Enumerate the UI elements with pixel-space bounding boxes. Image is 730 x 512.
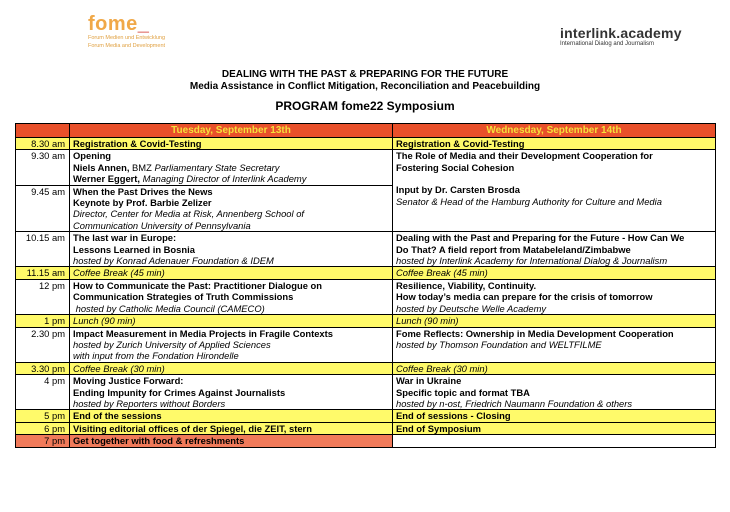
session-title: How today’s media can prepare for the crisis of tomorrow <box>396 291 653 303</box>
speaker-line: Input by Dr. Carsten Brosda <box>396 184 520 196</box>
session-cell <box>70 279 393 314</box>
speaker-role: Director, Center for Media at Risk, Annenberg School of <box>73 208 305 220</box>
document-subtitle: Media Assistance in Conflict Mitigation, Reconciliation and Peacebuilding <box>189 81 541 92</box>
session-title: Impact Measurement in Media Projects in Fragile Contexts <box>73 327 333 339</box>
session-title: Moving Justice Forward: <box>73 375 184 387</box>
time-cell: 1 pm <box>16 315 70 327</box>
session-host: hosted by Interlink Academy for International Dialog & Journalism <box>396 255 668 267</box>
session-cell <box>70 435 393 447</box>
speaker-org: BMZ <box>129 161 155 173</box>
session-cell <box>393 375 716 410</box>
time-cell: 2.30 pm <box>16 327 70 362</box>
session-title: Opening <box>73 150 112 162</box>
session-host: hosted by n-ost, Friedrich Naumann Foundation & others <box>396 397 633 409</box>
speaker-role: Parliamentary State Secretary <box>154 161 280 173</box>
table-row <box>16 267 716 279</box>
table-row <box>16 138 716 150</box>
session-title: Communication Strategies of Truth Commissions <box>73 291 294 303</box>
fome-logo-dash: _ <box>137 13 150 35</box>
session-host: hosted by Reporters without Borders <box>73 397 226 409</box>
fome-logo-sub-en: Forum Media and Development <box>88 42 166 49</box>
session-title: The Role of Media and their Development Cooperation for <box>396 150 653 162</box>
speaker-role: Managing Director of Interlink Academy <box>140 173 307 185</box>
session-title: Fostering Social Cohesion <box>396 161 515 173</box>
break-label: Lunch (90 min) <box>396 315 459 327</box>
session-host: hosted by Thomson Foundation and WELTFILME <box>396 338 602 350</box>
session-cell <box>70 185 393 232</box>
session-cell <box>70 375 393 410</box>
session-host: hosted by Deutsche Welle Academy <box>396 302 547 314</box>
empty-cell <box>393 435 716 447</box>
break-label: Lunch (90 min) <box>73 315 136 327</box>
session-title: When the Past Drives the News <box>73 185 213 197</box>
session-cell <box>393 362 716 374</box>
time-cell: 7 pm <box>16 435 70 447</box>
session-cell <box>393 279 716 314</box>
table-header-row <box>16 124 716 138</box>
session-title: The last war in Europe: <box>73 232 177 244</box>
time-cell: 5 pm <box>16 410 70 422</box>
time-cell: 3.30 pm <box>16 362 70 374</box>
session-host: hosted by Catholic Media Council (CAMECO) <box>73 302 265 314</box>
document-title: DEALING WITH THE PAST & PREPARING FOR THE FUTURE <box>221 69 509 80</box>
session-title: End of Symposium <box>396 422 481 434</box>
session-title: Registration & Covid-Testing <box>73 138 202 149</box>
time-cell: 9.45 am <box>16 185 70 232</box>
fome-logo <box>88 14 165 49</box>
session-title: End of sessions - Closing <box>396 410 511 422</box>
session-title: Visiting editorial offices of der Spiegel, die ZEIT, stern <box>73 422 312 434</box>
session-cell <box>393 150 716 232</box>
break-label: Coffee Break (30 min) <box>396 362 488 374</box>
session-cell <box>70 422 393 434</box>
time-cell: 6 pm <box>16 422 70 434</box>
program-table <box>15 123 716 448</box>
interlink-logo <box>560 26 682 48</box>
table-row <box>16 362 716 374</box>
time-cell: 8.30 am <box>16 138 70 150</box>
session-title: Resilience, Viability, Continuity. <box>396 279 537 291</box>
session-cell <box>393 422 716 434</box>
session-title: Do That? A field report from Matabeleland/Zimbabwe <box>396 243 631 255</box>
session-cell <box>393 327 716 362</box>
program-title: PROGRAM fome22 Symposium <box>275 99 455 113</box>
session-title: Registration & Covid-Testing <box>396 138 525 149</box>
table-row <box>16 232 716 267</box>
speaker-name: Werner Eggert, <box>73 173 141 185</box>
session-cell <box>393 267 716 279</box>
time-cell: 10.15 am <box>16 232 70 267</box>
session-cell <box>70 410 393 422</box>
session-cell <box>70 150 393 185</box>
table-row <box>16 279 716 314</box>
session-title: End of the sessions <box>73 410 162 422</box>
session-title: How to Communicate the Past: Practitioner Dialogue on <box>73 279 322 291</box>
session-title: Specific topic and format TBA <box>396 386 530 398</box>
session-cell <box>393 315 716 327</box>
day-header-wednesday: Wednesday, September 14th <box>393 124 716 138</box>
session-title: Get together with food & refreshments <box>73 435 245 447</box>
table-row <box>16 435 716 447</box>
break-label: Coffee Break (45 min) <box>396 267 488 279</box>
session-host: hosted by Konrad Adenauer Foundation & IDEM <box>73 255 274 267</box>
time-cell: 11.15 am <box>16 267 70 279</box>
session-cell <box>393 232 716 267</box>
header-time-cell <box>16 124 70 138</box>
session-cell <box>393 410 716 422</box>
session-title: War in Ukraine <box>396 375 462 387</box>
speaker-name: Niels Annen, <box>73 161 130 173</box>
session-host: hosted by Zurich University of Applied Sciences <box>73 338 271 350</box>
table-row <box>16 410 716 422</box>
time-cell: 4 pm <box>16 375 70 410</box>
time-cell: 12 pm <box>16 279 70 314</box>
session-cell <box>70 327 393 362</box>
session-title: Lessons Learned in Bosnia <box>73 243 195 255</box>
speaker-role: Senator & Head of the Hamburg Authority for Culture and Media <box>396 195 662 207</box>
table-row <box>16 150 716 185</box>
fome-logo-word: fome <box>88 13 138 35</box>
session-host: with input from the Fondation Hirondelle <box>73 350 239 362</box>
session-cell <box>70 138 393 150</box>
session-cell <box>70 315 393 327</box>
session-cell <box>70 267 393 279</box>
table-row <box>16 375 716 410</box>
session-title: Dealing with the Past and Preparing for the Future - How Can We <box>396 232 685 244</box>
table-row <box>16 422 716 434</box>
session-cell <box>393 138 716 150</box>
table-row <box>16 315 716 327</box>
fome-logo-sub-de: Forum Medien und Entwicklung <box>88 35 166 41</box>
speaker-role: Communication University of Pennsylvania <box>73 219 251 231</box>
table-row <box>16 327 716 362</box>
speaker-line: Keynote by Prof. Barbie Zelizer <box>73 197 212 209</box>
break-label: Coffee Break (45 min) <box>73 267 165 279</box>
time-cell: 9.30 am <box>16 150 70 185</box>
break-label: Coffee Break (30 min) <box>73 362 165 374</box>
session-title: Ending Impunity for Crimes Against Journalists <box>73 386 286 398</box>
interlink-logo-sub: International Dialog and Journalism <box>560 41 655 47</box>
session-cell <box>70 362 393 374</box>
interlink-logo-word: interlink.academy <box>560 25 682 41</box>
day-header-tuesday: Tuesday, September 13th <box>70 124 393 138</box>
session-title: Fome Reflects: Ownership in Media Development Cooperation <box>396 327 674 339</box>
session-cell <box>70 232 393 267</box>
